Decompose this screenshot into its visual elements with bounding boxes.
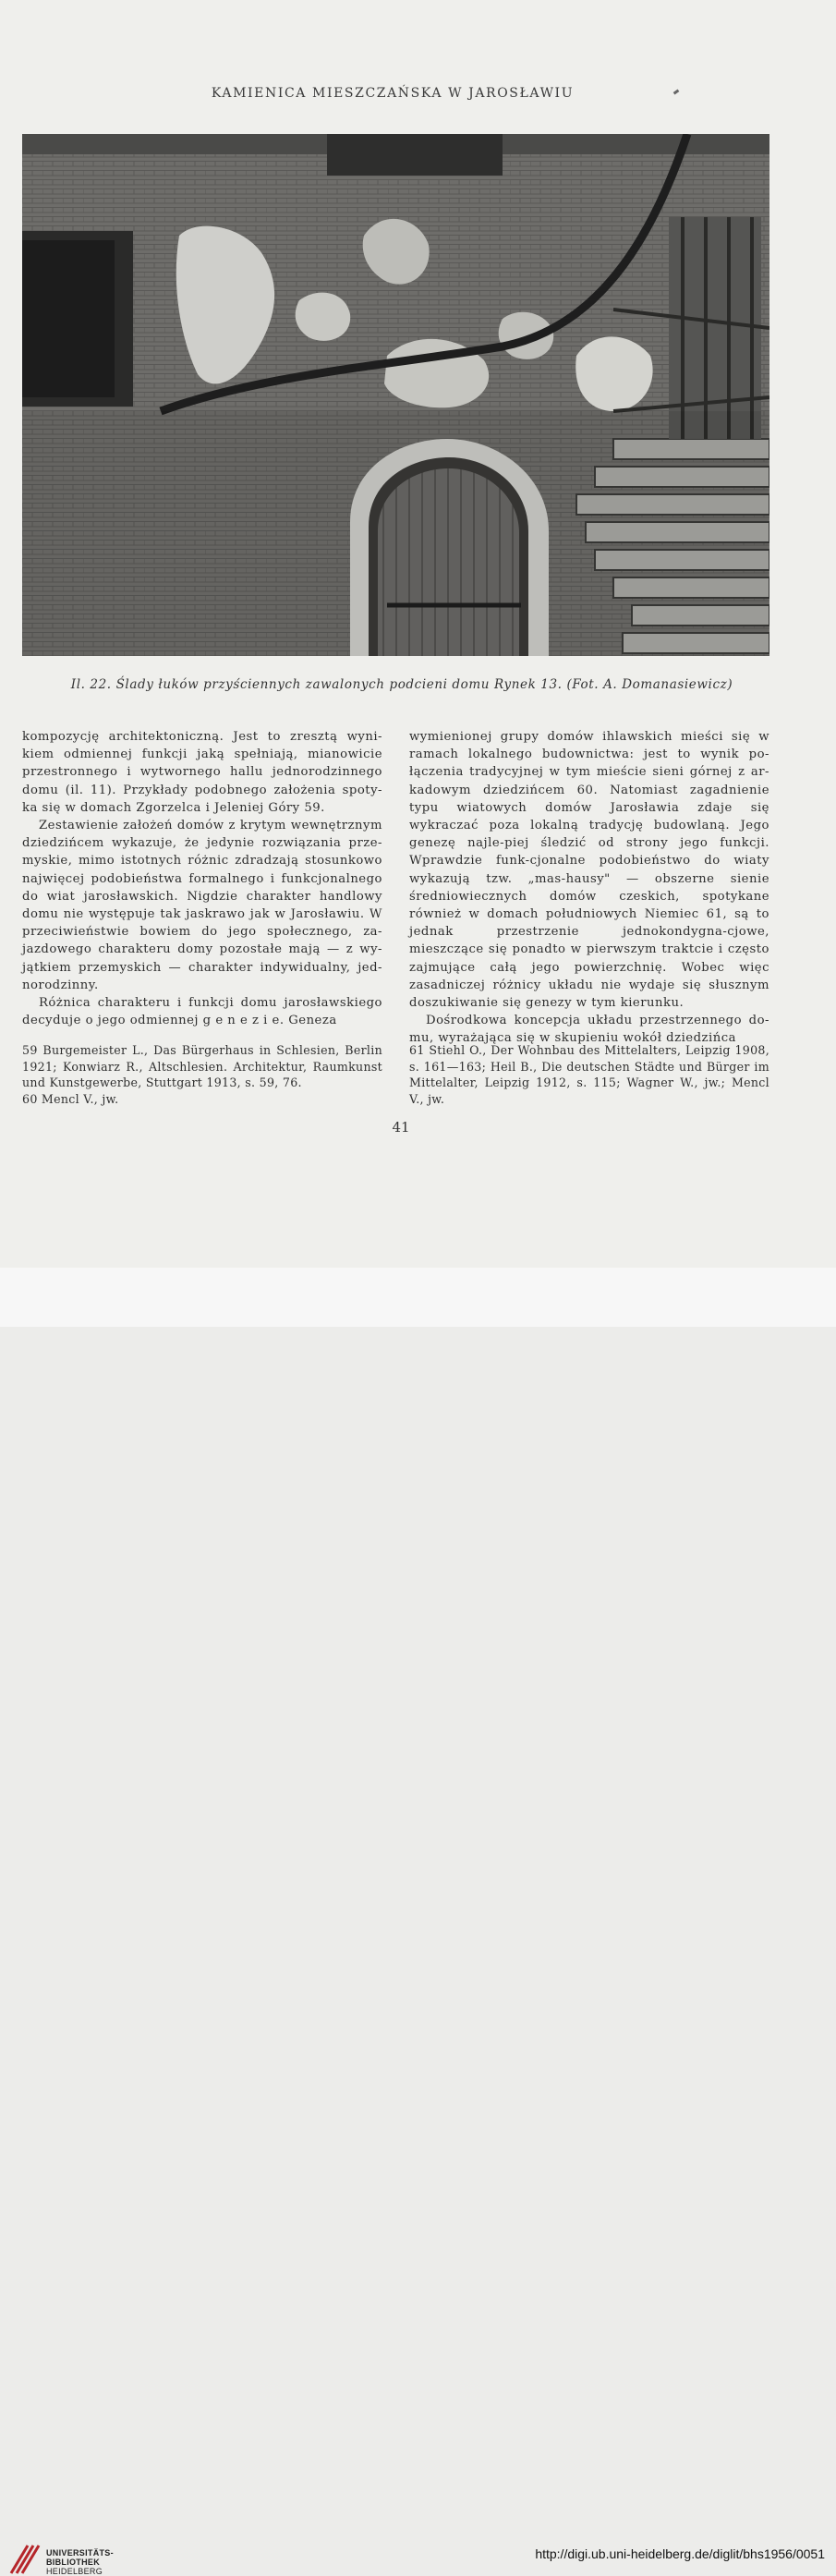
- running-head: KAMIENICA MIESZCZAŃSKA W JAROSŁAWIU: [211, 86, 575, 101]
- photograph-arcade-wall: [22, 134, 769, 656]
- permalink-url[interactable]: http://digi.ub.uni-heidelberg.de/diglit/bhs1956/0051: [535, 2546, 825, 2561]
- library-name-line-1: UNIVERSITÄTS-: [46, 2548, 114, 2558]
- footnote-60: 60 Mencl V., jw.: [22, 1091, 119, 1106]
- left-column: [22, 728, 382, 1029]
- left-paragraph-2: Zestawienie założeń domów z krytym wewnętrznym dziedzińcem wykazuje, że jedynie rozwiązania prze-myskie, mimo istotnych różnic zdradzają stosunkowo najwięcej podobieństwa formalnego i funkcjonalnego do wiat jarosławskich. Nigdzie charakter handlowy domu nie występuje tak jaskrawo jak w Jarosławiu. W przeciwieństwie bowiem do jego społecznego, za-jazdowego charakteru domy pozostałe mają — z wy-jątkiem przemyskich — charakter indywidualny, jed-norodzinny.: [22, 819, 382, 992]
- right-paragraph-2: Dośrodkowa koncepcja układu przestrzennego do-mu, wyrażająca się w skupieniu wokół dziedzińca: [409, 1014, 769, 1046]
- library-name-line-2: BIBLIOTHEK: [46, 2558, 100, 2567]
- right-paragraph-1: wymienionej grupy domów ihlawskich mieści się w ramach lokalnego budownictwa: jest to wynik po-łączenia tradycyjnej w tym mieście sieni górnej z ar-kadowym dziedzińcem 60. Natomiast zagadnienie typu wiatowych domów Jarosławia zdaje się wykraczać poza lokalną tradycję budowlaną. Jego genezę najle-piej śledzić od strony jego funkcji. Wprawdzie funk-cjonalne podobieństwo do wiaty wykazują tzw. „mas-hausy" — obszerne sienie średniowiecznych domów czeskich, spotykane również w domach południowych Niemiec 61, są to jednak przestrzenie jednokondygna-cjowe, mieszczące się ponadto w pierwszym traktcie i często zajmujące całą jego powierzchnię. Wobec więc zasadniczej różnicy układu nie wydaje się słusznym doszukiwanie się genezy w tym kierunku.: [409, 730, 769, 1011]
- scanned-page: [0, 0, 836, 1268]
- page-number: 41: [392, 1119, 410, 1136]
- figure-caption: Il. 22. Ślady łuków przyściennych zawalonych podcieni domu Rynek 13. (Fot. A. Domanasiewicz): [70, 677, 733, 692]
- library-footer: [0, 1268, 836, 2576]
- left-paragraph-1: kompozycję architektoniczną. Jest to zresztą wyni-kiem odmiennej funkcji jaką spełniają, mianowicie przestronnego i wytwornego hallu jednorodzinnego domu (il. 11). Przykłady podobnego założenia spoty-ka się w domach Zgorzelca i Jeleniej Góry 59.: [22, 730, 382, 815]
- library-logo-icon[interactable]: [9, 2542, 41, 2575]
- footnotes-left: [22, 1042, 382, 1107]
- left-paragraph-3: Różnica charakteru i funkcji domu jarosławskiego decyduje o jego odmiennej g e n e z i e. Geneza: [22, 996, 382, 1028]
- footnote-61: 61 Stiehl O., Der Wohnbau des Mittelalters, Leipzig 1908, s. 161—163; Heil B., Die deutschen Städte und Bürger im Mittelalter, Leipzig 1912, s. 115; Wagner W., jw.; Mencl V., jw.: [409, 1043, 769, 1106]
- library-name-line-3: HEIDELBERG: [46, 2567, 103, 2576]
- right-column: [409, 728, 769, 1048]
- footnote-59: 59 Burgemeister L., Das Bürgerhaus in Schlesien, Berlin 1921; Konwiarz R., Altschlesien. Architektur, Raumkunst und Kunstgewerbe, Stuttgart 1913, s. 59, 76.: [22, 1043, 382, 1089]
- footnotes-right: [409, 1042, 769, 1107]
- library-name: [46, 2548, 114, 2576]
